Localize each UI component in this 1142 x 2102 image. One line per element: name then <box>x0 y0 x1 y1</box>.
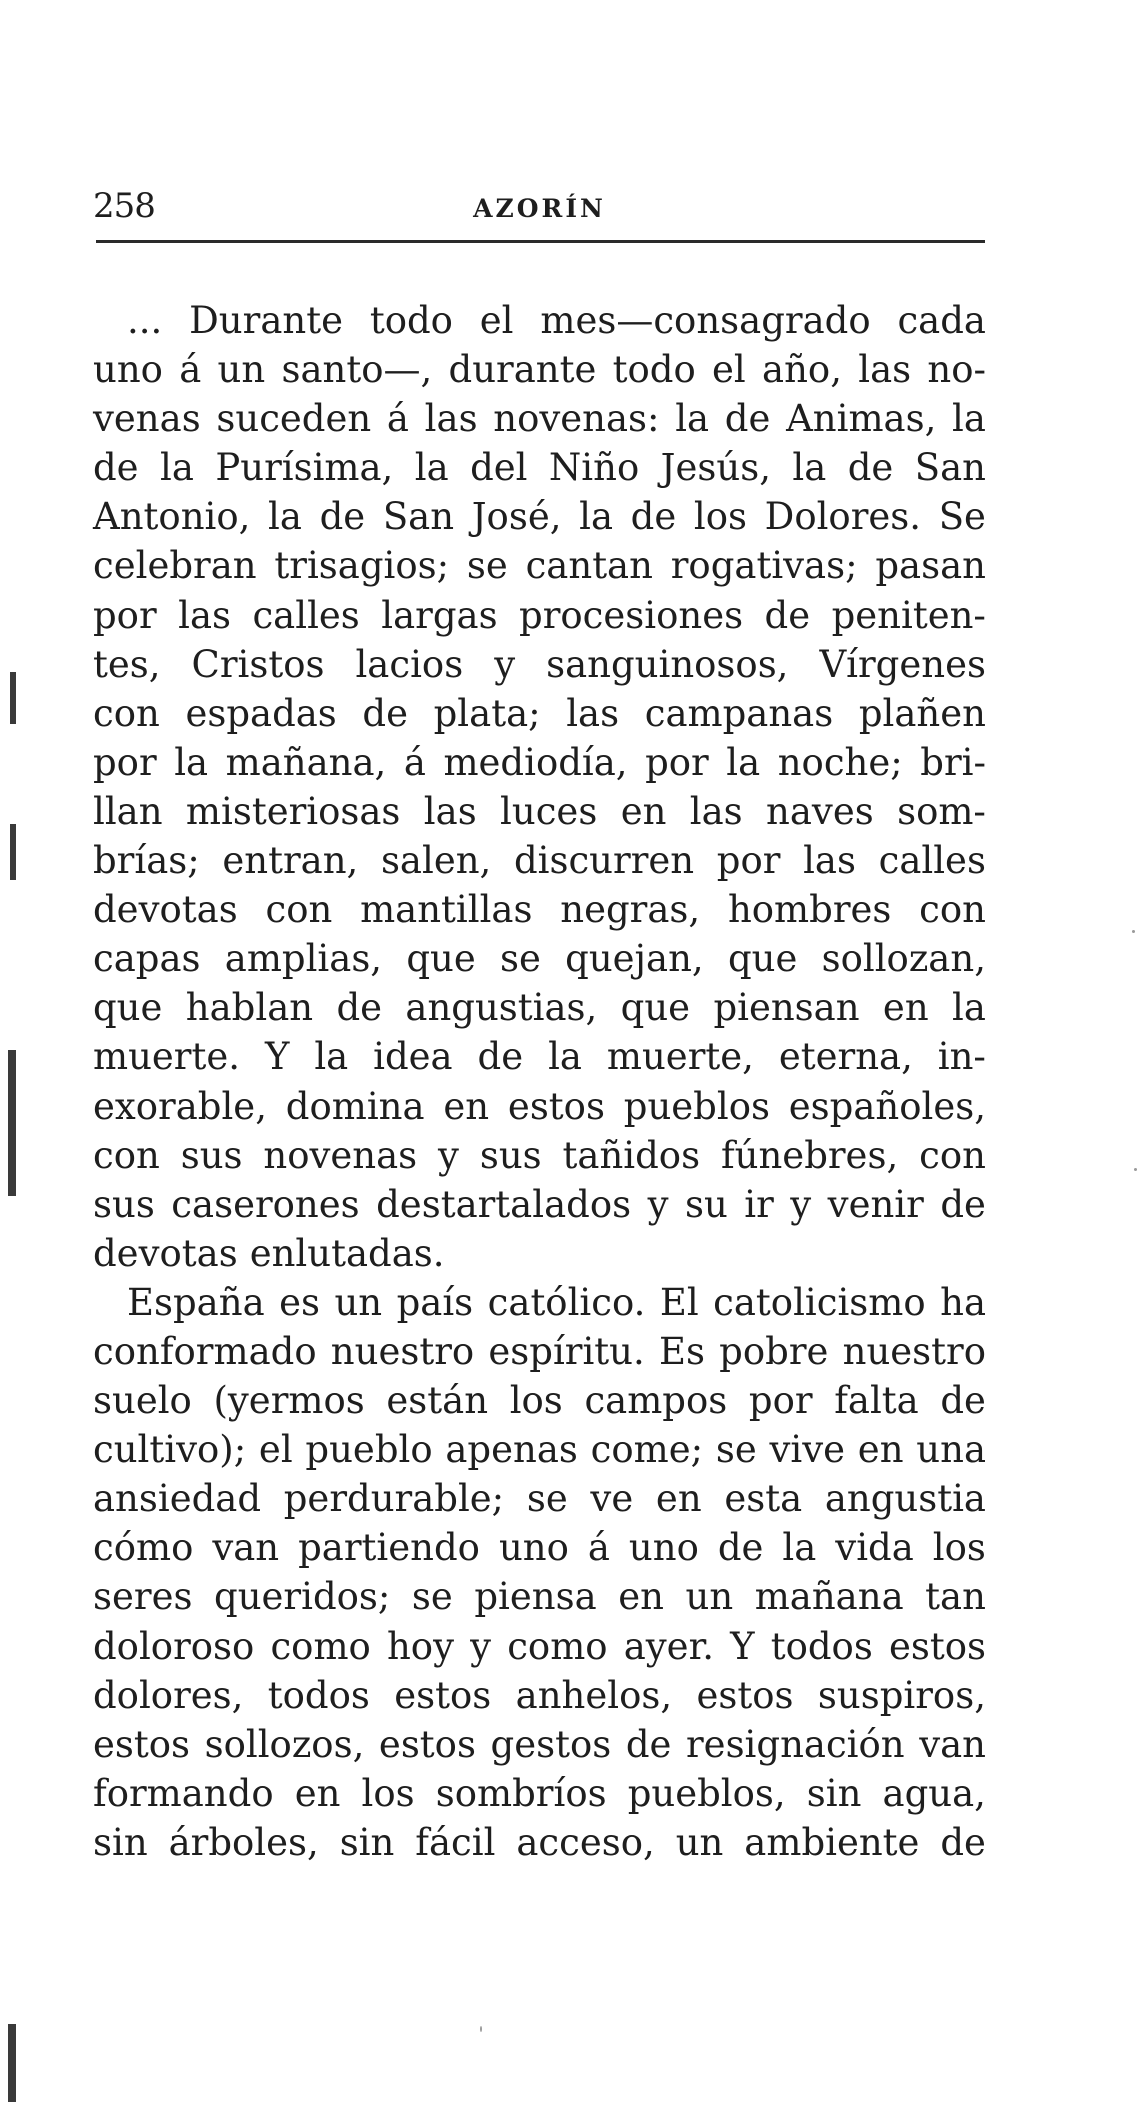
text-line: conformado nuestro espíritu. Es pobre nuestro <box>93 1329 986 1373</box>
scan-mark <box>10 672 16 724</box>
text-line: capas amplias, que se quejan, que sollozan, <box>93 937 986 981</box>
text-line: sus caserones destartalados y su ir y venir de <box>93 1182 986 1226</box>
text-line: llan misteriosas las luces en las naves som- <box>93 789 986 833</box>
text-line: seres queridos; se piensa en un mañana tan <box>93 1575 986 1619</box>
text-line: ansiedad perdurable; se ve en esta angustia <box>93 1477 986 1521</box>
text-line: formando en los sombríos pueblos, sin agua, <box>93 1771 986 1815</box>
text-line: devotas con mantillas negras, hombres con <box>93 888 986 932</box>
running-title: AZORÍN <box>473 194 606 223</box>
body-text <box>93 296 986 1867</box>
text-line: Antonio, la de San José, la de los Dolores. Se <box>93 495 986 539</box>
scan-speck <box>480 2026 482 2032</box>
text-line: venas suceden á las novenas: la de Animas, la <box>93 397 986 441</box>
scan-mark <box>8 1050 16 1196</box>
text-line: doloroso como hoy y como ayer. Y todos estos <box>93 1624 986 1668</box>
text-line: cómo van partiendo uno á uno de la vida los <box>93 1526 986 1570</box>
scan-speck <box>1134 1168 1137 1171</box>
text-line: ... Durante todo el mes—consagrado cada <box>127 299 986 342</box>
text-line: dolores, todos estos anhelos, estos suspiros, <box>93 1673 986 1717</box>
text-line: celebran trisagios; se cantan rogativas; pasan <box>93 544 986 588</box>
page-number: 258 <box>93 186 155 226</box>
text-line: de la Purísima, la del Niño Jesús, la de San <box>93 446 986 490</box>
header-rule <box>96 240 985 243</box>
scan-speck <box>1132 930 1135 933</box>
scan-mark <box>10 824 16 880</box>
text-line: por las calles largas procesiones de peniten- <box>93 593 986 637</box>
text-line: con espadas de plata; las campanas plañen <box>93 691 986 735</box>
text-line: uno á un santo—, durante todo el año, las no- <box>93 348 986 392</box>
text-line: cultivo); el pueblo apenas come; se vive en una <box>93 1428 986 1472</box>
text-line: estos sollozos, estos gestos de resignación van <box>93 1722 986 1766</box>
text-line: brías; entran, salen, discurren por las calles <box>93 839 986 883</box>
text-line: España es un país católico. El catolicismo ha <box>127 1280 986 1324</box>
text-line: devotas enlutadas. <box>93 1231 445 1275</box>
text-line: suelo (yermos están los campos por falta de <box>93 1379 986 1423</box>
running-head <box>93 186 986 236</box>
text-line: sin árboles, sin fácil acceso, un ambiente de <box>93 1820 986 1864</box>
text-line: muerte. Y la idea de la muerte, eterna, in- <box>93 1035 986 1079</box>
text-line: por la mañana, á mediodía, por la noche; bri- <box>93 740 986 784</box>
scan-mark <box>8 2024 16 2102</box>
text-line: que hablan de angustias, que piensan en la <box>93 986 986 1030</box>
text-line: con sus novenas y sus tañidos fúnebres, con <box>93 1133 986 1177</box>
text-line: tes, Cristos lacios y sanguinosos, Vírgenes <box>93 642 986 686</box>
text-line: exorable, domina en estos pueblos españoles, <box>93 1084 986 1128</box>
